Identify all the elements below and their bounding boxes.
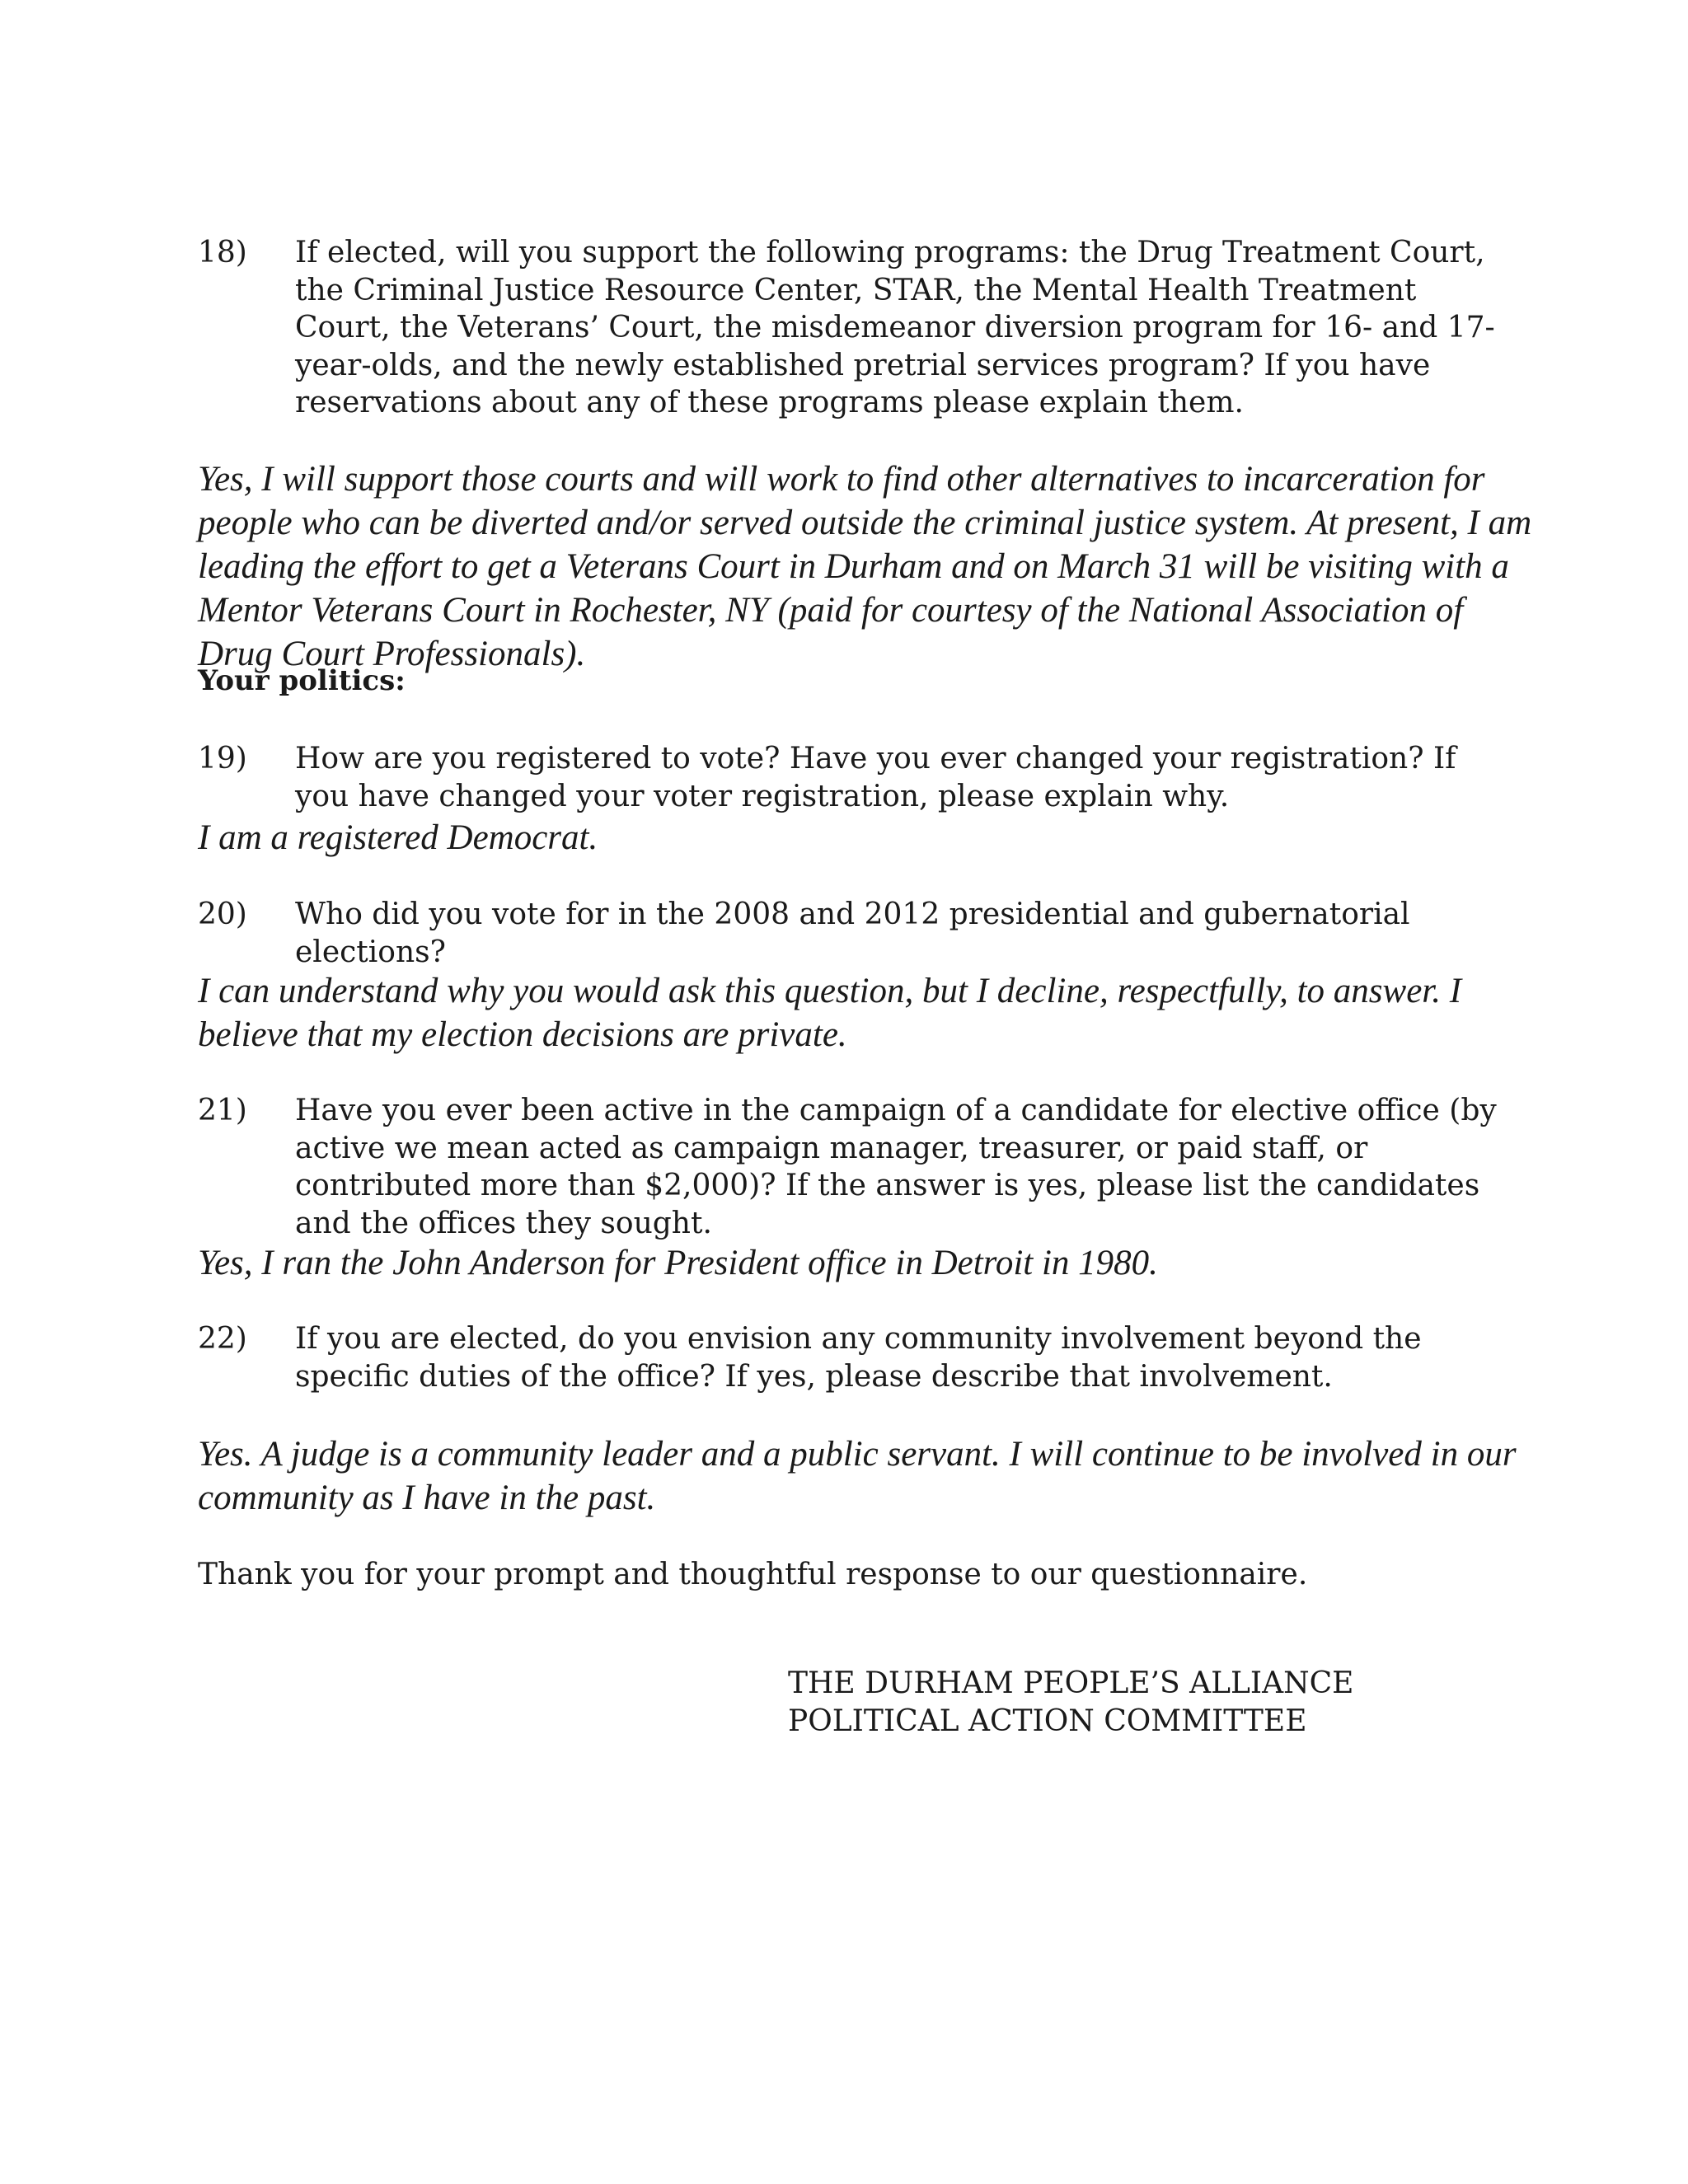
question-22 (198, 1320, 1517, 1395)
section-heading: Your politics: (198, 664, 406, 697)
answer-19: I am a registered Democrat. (198, 818, 598, 857)
question-text: If you are elected, do you envision any community involvement beyond the specific duties of the office? If yes, please describe that involvement. (295, 1322, 1422, 1394)
question-number: 22) (198, 1322, 247, 1356)
closing-text: Thank you for your prompt and thoughtful response to our questionnaire. (198, 1558, 1308, 1591)
question-number: 19) (198, 742, 247, 776)
signature-line-2: POLITICAL ACTION COMMITTEE (788, 1704, 1307, 1738)
question-19 (198, 740, 1517, 815)
signature-line-1: THE DURHAM PEOPLE’S ALLIANCE (788, 1666, 1354, 1700)
question-text: Who did you vote for in the 2008 and 2012 presidential and gubernatorial elections? (295, 898, 1410, 969)
answer-18: Yes, I will support those courts and will work to find other alternatives to incarceration for people who can be diverted and/or served outside the criminal justice system. At present, I am leading the effort to get a Veterans Court in Durham and on March 31 will be visiting with a Mentor Veterans Court in Rochester, NY (paid for courtesy of the National Association of Drug Court Professionals). (198, 460, 1532, 673)
answer-22: Yes. A judge is a community leader and a public servant. I will continue to be involved in our community as I have in the past. (198, 1435, 1517, 1517)
question-text: If elected, will you support the following programs: the Drug Treatment Court, the Criminal Justice Resource Center, STAR, the Mental Health Treatment Court, the Veterans’ Court, the misdemeanor diversion program for 16- and 17- year-olds, and the newly established pretrial services program? If you have reservations about any of these programs please explain them. (295, 236, 1495, 419)
question-21 (198, 1092, 1517, 1242)
question-number: 21) (198, 1094, 247, 1127)
question-number: 20) (198, 898, 247, 931)
question-number: 18) (198, 236, 247, 269)
question-text: Have you ever been active in the campaign of a candidate for elective office (by active we mean acted as campaign manager, treasurer, or paid staff, or contributed more than $2,000)? If the answer is yes, please list the candidates and the offices they sought. (295, 1094, 1497, 1240)
answer-21: Yes, I ran the John Anderson for President office in Detroit in 1980. (198, 1244, 1158, 1282)
signature-block (788, 1665, 1353, 1741)
question-text: How are you registered to vote? Have you ever changed your registration? If you have changed your voter registration, please explain why. (295, 742, 1456, 813)
question-20 (198, 896, 1517, 971)
answer-20: I can understand why you would ask this question, but I decline, respectfully, to answer. I believe that my election decisions are private. (198, 972, 1462, 1054)
question-18 (198, 234, 1517, 422)
